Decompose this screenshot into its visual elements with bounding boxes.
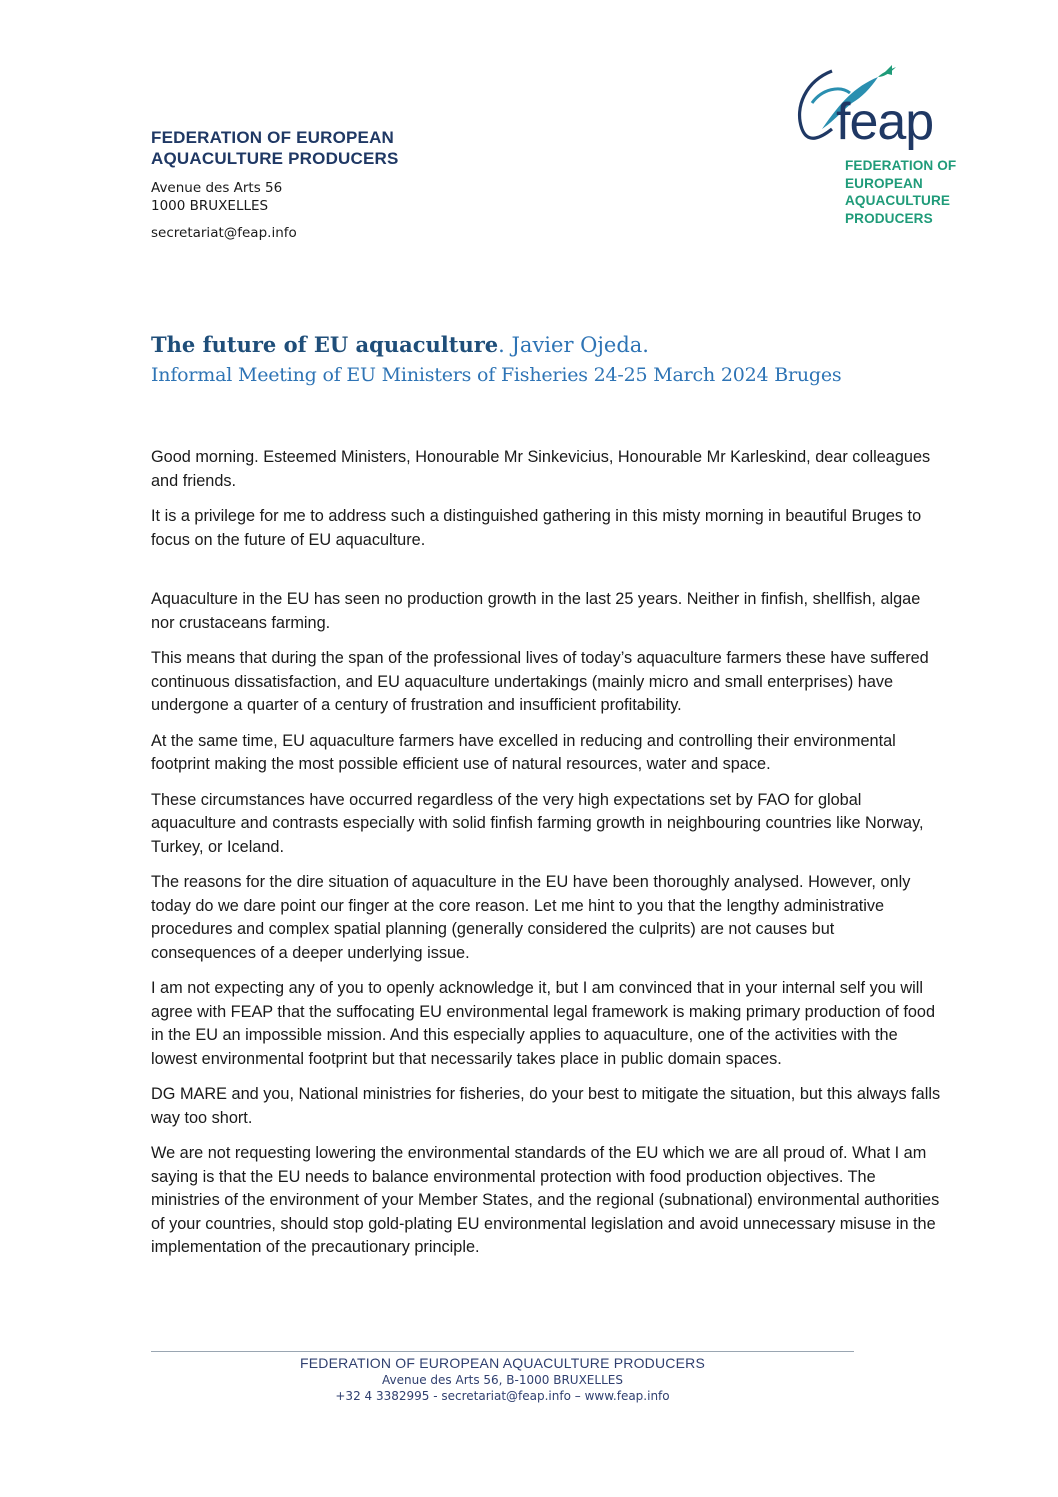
paragraph: I am not expecting any of you to openly acknowledge it, but I am convinced that in your internal self you will agree with FEAP that the suffocating EU environmental legal framework is making primary production of food in the EU an impossible mission. And this especially applies to aquaculture, one of the activities with the lowest environmental footprint but that necessarily takes place in public domain spaces. bbox=[151, 979, 936, 1068]
paragraph: The reasons for the dire situation of aquaculture in the EU have been thoroughly analysed. However, only today do we dare point our finger at the core reason. Let me hint to you that the lengthy administrative procedures and complex spatial planning (generally considered the culprits) are not causes but consequences of a deeper underlying issue. bbox=[151, 873, 911, 962]
logo-tagline-line: AQUACULTURE bbox=[845, 193, 951, 208]
address-line1: Avenue des Arts 56 bbox=[151, 180, 283, 196]
footer-org-name: FEDERATION OF EUROPEAN AQUACULTURE PRODUCERS bbox=[300, 1355, 705, 1371]
letterhead-email: secretariat@feap.info bbox=[151, 225, 297, 241]
title-rest: . Javier Ojeda. bbox=[498, 333, 649, 357]
page-footer bbox=[151, 1354, 854, 1404]
paragraph: At the same time, EU aquaculture farmers have excelled in reducing and controlling their environmental footprint making the most possible efficient use of natural resources, water and space. bbox=[151, 731, 896, 773]
logo-wordmark: feap bbox=[836, 93, 934, 151]
footer-contact: +32 4 3382995 - secretariat@feap.info – www.feap.info bbox=[335, 1389, 670, 1403]
paragraph: It is a privilege for me to address such a distinguished gathering in this misty morning in beautiful Bruges to focus on the future of EU aquaculture. bbox=[151, 507, 922, 549]
paragraph: Good morning. Esteemed Ministers, Honourable Mr Sinkevicius, Honourable Mr Karleskind, dear colleagues and friends. bbox=[151, 448, 931, 490]
paragraph: Aquaculture in the EU has seen no production growth in the last 25 years. Neither in finfish, shellfish, algae nor crustaceans farming. bbox=[151, 590, 921, 632]
title-line bbox=[151, 330, 951, 360]
logo-swoosh-icon bbox=[800, 71, 832, 138]
document-title bbox=[151, 330, 951, 390]
footer-address: Avenue des Arts 56, B-1000 BRUXELLES bbox=[382, 1373, 623, 1387]
paragraph: These circumstances have occurred regardless of the very high expectations set by FAO for global aquaculture and contrasts especially with solid finfish farming growth in neighbouring countries like Norway, Turkey, or Iceland. bbox=[151, 790, 924, 856]
paragraph: This means that during the span of the professional lives of today’s aquaculture farmers these have suffered continuous dissatisfaction, and EU aquaculture undertakings (mainly micro and small enterprises) have undergone a quarter of a century of frustration and insufficient profitability. bbox=[151, 649, 929, 714]
org-name-line1: FEDERATION OF EUROPEAN bbox=[151, 128, 395, 147]
org-name-line2: AQUACULTURE PRODUCERS bbox=[151, 149, 399, 168]
title-subtitle: Informal Meeting of EU Ministers of Fisheries 24-25 March 2024 Bruges bbox=[151, 364, 842, 386]
logo-tagline bbox=[845, 157, 956, 227]
logo-tagline-line: PRODUCERS bbox=[845, 210, 933, 226]
logo-tagline-line: FEDERATION OF bbox=[845, 158, 957, 173]
paragraph: DG MARE and you, National ministries for fisheries, do your best to mitigate the situation, but this always falls way too short. bbox=[151, 1085, 941, 1127]
speech-body bbox=[151, 446, 941, 1272]
address bbox=[151, 179, 399, 215]
paragraph: We are not requesting lowering the environmental standards of the EU which we are all proud of. What I am saying is that the EU needs to balance environmental protection with food production objectives. The ministries of the environment of your Member States, and the regional (subnational) environmental authorities of your countries, should stop gold-plating EU environmental legislation and avoid unnecessary misuse in the implementation of the precautionary principle. bbox=[151, 1144, 940, 1256]
title-bold: The future of EU aquaculture bbox=[151, 332, 499, 357]
logo-tagline-line: EUROPEAN bbox=[845, 175, 923, 191]
footer-divider bbox=[151, 1351, 854, 1352]
letterhead bbox=[151, 127, 399, 241]
address-line2: 1000 BRUXELLES bbox=[151, 198, 269, 214]
